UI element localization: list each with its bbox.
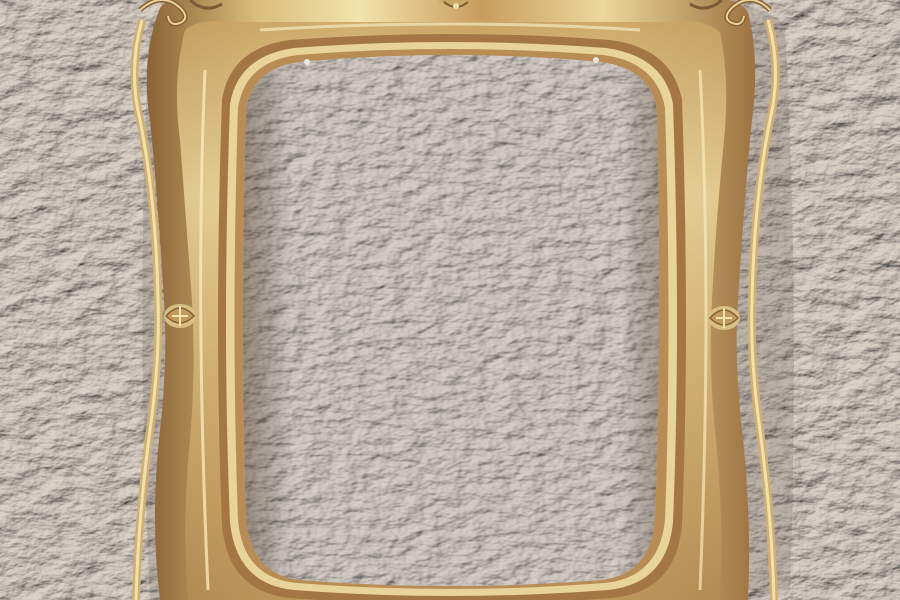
nail	[304, 59, 310, 65]
frame-opening	[240, 45, 665, 595]
picture-frame	[134, 0, 775, 600]
nail	[593, 57, 599, 63]
